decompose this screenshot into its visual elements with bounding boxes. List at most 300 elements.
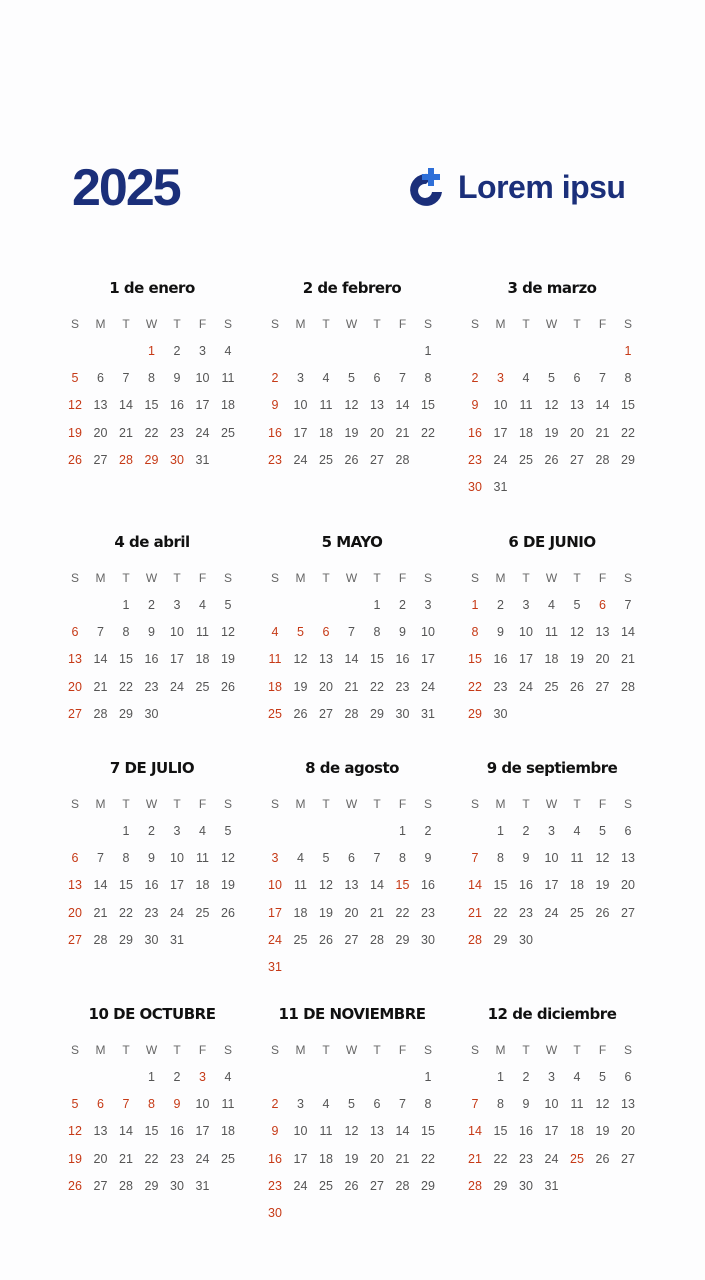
day-cell: 12 (344, 398, 359, 413)
day-cell: 2 (271, 371, 279, 386)
day-cell: 3 (173, 824, 181, 838)
day-cell: 2 (173, 1070, 181, 1084)
day-cell: 9 (271, 1124, 279, 1139)
day-cell: 25 (519, 452, 533, 467)
day-cell: 13 (595, 625, 610, 640)
day-cell: 23 (519, 905, 533, 920)
day-cell: 12 (344, 1124, 359, 1139)
weekday-header: S (70, 797, 79, 811)
day-cell: 20 (621, 878, 635, 893)
day-cell: 26 (68, 1178, 82, 1193)
day-cell: 6 (71, 851, 79, 866)
day-cell: 20 (93, 425, 108, 440)
day-cell: 29 (493, 1178, 508, 1193)
day-cell: 14 (93, 878, 108, 893)
weekday-header: W (345, 797, 358, 811)
day-cell: 14 (595, 398, 610, 413)
day-cell: 2 (522, 824, 530, 838)
day-cell: 23 (144, 679, 159, 694)
day-cell: 8 (424, 1097, 432, 1112)
day-cell: 21 (621, 652, 635, 667)
weekday-header: W (345, 1043, 358, 1057)
day-cell: 8 (624, 371, 632, 386)
day-cell: 29 (421, 1178, 435, 1193)
day-cell: 20 (570, 425, 584, 440)
day-cell: 2 (497, 598, 504, 612)
day-cell: 3 (424, 598, 432, 612)
day-cell: 27 (319, 706, 333, 721)
day-cell: 24 (268, 932, 282, 947)
day-cell: 23 (421, 905, 435, 920)
weekday-header: T (573, 317, 581, 331)
day-cell: 2 (148, 598, 155, 612)
day-cell: 16 (421, 878, 435, 893)
day-cell: 3 (522, 598, 530, 612)
day-cell: 1 (122, 598, 130, 612)
day-cell: 21 (370, 905, 384, 920)
day-cell: 12 (544, 398, 559, 413)
day-cell: 17 (195, 1124, 210, 1139)
day-cell: 18 (544, 652, 559, 667)
day-cell: 29 (395, 932, 410, 947)
day-cell: 4 (573, 824, 581, 838)
day-cell: 1 (471, 598, 479, 612)
day-cell: 25 (195, 905, 210, 920)
day-cell: 1 (497, 1070, 504, 1084)
day-cell: 11 (196, 625, 209, 640)
day-cell: 23 (170, 1151, 184, 1166)
day-cell: 1 (424, 344, 432, 358)
day-cell: 8 (148, 371, 155, 386)
weekday-header: S (423, 797, 432, 811)
day-cell: 1 (148, 1070, 155, 1084)
day-cell: 24 (519, 679, 533, 694)
day-cell: 9 (424, 851, 432, 866)
weekday-header: S (470, 317, 479, 331)
day-cell: 2 (399, 598, 406, 612)
day-cell: 14 (468, 1124, 482, 1139)
logo-text: Lorem ipsu (458, 168, 626, 205)
day-cell: 24 (195, 425, 210, 440)
day-cell: 23 (493, 679, 508, 694)
weekday-header: T (122, 317, 130, 331)
day-cell: 13 (93, 398, 108, 413)
day-cell: 10 (493, 398, 508, 413)
weekday-header: F (598, 571, 607, 585)
weekday-header: W (345, 571, 358, 585)
day-cell: 14 (119, 1124, 133, 1139)
day-cell: 19 (595, 878, 610, 893)
weekday-header: S (423, 317, 432, 331)
day-cell: 24 (195, 1151, 210, 1166)
day-cell: 19 (319, 905, 333, 920)
weekday-header: S (423, 1043, 432, 1057)
day-cell: 7 (122, 371, 130, 386)
day-cell: 23 (268, 452, 282, 467)
month-title: 11 DE NOVIEMBRE (278, 1005, 426, 1023)
day-cell: 8 (122, 851, 130, 866)
weekday-header: W (545, 571, 558, 585)
month-title: 8 de agosto (305, 759, 399, 777)
day-cell: 18 (221, 1124, 235, 1139)
day-cell: 15 (144, 1124, 159, 1139)
day-cell: 9 (148, 625, 155, 640)
day-cell: 17 (519, 652, 533, 667)
day-cell: 31 (544, 1178, 559, 1193)
day-cell: 19 (221, 878, 235, 893)
weekday-header: F (198, 797, 207, 811)
day-cell: 17 (170, 878, 184, 893)
day-cell: 18 (293, 905, 308, 920)
day-cell: 27 (621, 1151, 635, 1166)
day-cell: 16 (395, 652, 410, 667)
day-cell: 10 (519, 625, 533, 640)
weekday-header: F (398, 1043, 407, 1057)
day-cell: 8 (148, 1097, 155, 1112)
day-cell: 29 (621, 452, 635, 467)
day-cell: 11 (570, 1097, 584, 1112)
day-cell: 6 (599, 598, 606, 612)
month-title: 5 MAYO (321, 533, 383, 551)
day-cell: 24 (293, 452, 308, 467)
day-cell: 13 (370, 1124, 384, 1139)
day-cell: 22 (621, 425, 635, 440)
day-cell: 13 (68, 652, 82, 667)
day-cell: 21 (395, 1151, 410, 1166)
weekday-header: F (398, 317, 407, 331)
day-cell: 25 (268, 706, 282, 721)
day-cell: 3 (297, 371, 304, 386)
day-cell: 29 (144, 452, 159, 467)
day-cell: 1 (373, 598, 381, 612)
day-cell: 4 (322, 1097, 330, 1112)
day-cell: 15 (493, 1124, 508, 1139)
day-cell: 2 (148, 824, 155, 838)
day-cell: 25 (293, 932, 308, 947)
weekday-header: S (623, 797, 632, 811)
weekday-header: S (470, 1043, 479, 1057)
weekday-header: W (145, 797, 158, 811)
day-cell: 20 (370, 425, 384, 440)
weekday-header: T (373, 797, 381, 811)
day-cell: 7 (624, 598, 632, 612)
day-cell: 28 (621, 679, 635, 694)
day-cell: 25 (570, 1151, 584, 1166)
day-cell: 23 (519, 1151, 533, 1166)
weekday-header: F (598, 317, 607, 331)
weekday-header: S (470, 571, 479, 585)
day-cell: 20 (93, 1151, 108, 1166)
day-cell: 10 (170, 851, 184, 866)
day-cell: 26 (344, 1178, 359, 1193)
day-cell: 31 (195, 452, 210, 467)
day-cell: 29 (119, 706, 133, 721)
day-cell: 18 (319, 1151, 333, 1166)
day-cell: 10 (293, 1124, 308, 1139)
day-cell: 31 (170, 932, 184, 947)
day-cell: 20 (595, 652, 610, 667)
day-cell: 10 (544, 1097, 559, 1112)
day-cell: 31 (493, 480, 508, 494)
day-cell: 6 (624, 824, 632, 838)
day-cell: 7 (373, 851, 381, 866)
day-cell: 15 (144, 398, 159, 413)
day-cell: 20 (344, 905, 359, 920)
day-cell: 25 (319, 452, 333, 467)
month-title: 6 DE JUNIO (508, 533, 596, 551)
day-cell: 5 (224, 598, 232, 612)
day-cell: 8 (122, 625, 130, 640)
day-cell: 8 (373, 625, 381, 640)
day-cell: 30 (519, 932, 533, 947)
weekday-header: M (295, 571, 306, 585)
weekday-header: T (522, 571, 530, 585)
month-title: 4 de abril (114, 533, 190, 551)
day-cell: 13 (621, 851, 635, 866)
day-cell: 14 (93, 652, 108, 667)
day-cell: 16 (170, 1124, 184, 1139)
day-cell: 20 (370, 1151, 384, 1166)
weekday-header: M (295, 317, 306, 331)
day-cell: 12 (221, 851, 235, 866)
day-cell: 5 (297, 625, 304, 640)
weekday-header: S (223, 571, 232, 585)
day-cell: 22 (493, 905, 508, 920)
day-cell: 18 (268, 679, 282, 694)
day-cell: 26 (344, 452, 359, 467)
weekday-header: T (522, 1043, 530, 1057)
weekday-header: T (173, 1043, 181, 1057)
day-cell: 27 (595, 679, 610, 694)
day-cell: 21 (119, 1151, 133, 1166)
day-cell: 23 (170, 425, 184, 440)
day-cell: 18 (319, 425, 333, 440)
month-block (62, 1005, 242, 1193)
day-cell: 16 (519, 1124, 533, 1139)
day-cell: 11 (519, 398, 533, 413)
day-cell: 6 (624, 1070, 632, 1084)
day-cell: 16 (468, 425, 482, 440)
day-cell: 1 (399, 824, 406, 838)
day-cell: 4 (522, 371, 530, 386)
weekday-header: S (623, 571, 632, 585)
weekday-header: F (198, 317, 207, 331)
month-title: 9 de septiembre (486, 759, 618, 777)
day-cell: 4 (297, 851, 304, 866)
day-cell: 10 (421, 625, 435, 640)
day-cell: 3 (548, 1070, 555, 1084)
weekday-header: S (270, 317, 279, 331)
day-cell: 26 (544, 452, 559, 467)
day-cell: 20 (621, 1124, 635, 1139)
day-cell: 13 (93, 1124, 108, 1139)
day-cell: 11 (545, 625, 558, 640)
day-cell: 7 (599, 371, 606, 386)
day-cell: 19 (595, 1124, 610, 1139)
day-cell: 3 (497, 371, 504, 386)
day-cell: 26 (293, 706, 308, 721)
day-cell: 15 (468, 652, 482, 667)
weekday-header: M (95, 571, 106, 585)
day-cell: 26 (221, 905, 235, 920)
day-cell: 28 (595, 452, 610, 467)
day-cell: 25 (221, 425, 235, 440)
day-cell: 18 (195, 652, 210, 667)
day-cell: 6 (97, 1097, 104, 1112)
day-cell: 17 (195, 398, 210, 413)
month-title: 1 de enero (109, 279, 195, 297)
month-block (462, 533, 642, 721)
day-cell: 22 (493, 1151, 508, 1166)
day-cell: 9 (399, 625, 406, 640)
weekday-header: M (95, 1043, 106, 1057)
day-cell: 30 (144, 932, 159, 947)
day-cell: 4 (322, 371, 330, 386)
day-cell: 16 (144, 878, 159, 893)
weekday-header: F (598, 797, 607, 811)
weekday-header: W (345, 317, 358, 331)
day-cell: 12 (293, 652, 308, 667)
day-cell: 25 (544, 679, 559, 694)
day-cell: 12 (68, 398, 82, 413)
weekday-header: T (373, 1043, 381, 1057)
day-cell: 17 (544, 878, 559, 893)
weekday-header: T (573, 797, 581, 811)
day-cell: 21 (93, 905, 108, 920)
day-cell: 24 (544, 905, 559, 920)
day-cell: 7 (471, 851, 479, 866)
weekday-header: M (495, 1043, 506, 1057)
weekday-header: M (495, 317, 506, 331)
day-cell: 27 (370, 452, 384, 467)
day-cell: 9 (148, 851, 155, 866)
day-cell: 17 (268, 905, 282, 920)
day-cell: 26 (68, 452, 82, 467)
day-cell: 22 (468, 679, 482, 694)
month-block (262, 279, 442, 467)
day-cell: 8 (424, 371, 432, 386)
day-cell: 22 (119, 679, 133, 694)
day-cell: 28 (395, 1178, 410, 1193)
day-cell: 6 (573, 371, 581, 386)
day-cell: 11 (319, 398, 333, 413)
month-title: 3 de marzo (507, 279, 597, 297)
day-cell: 15 (370, 652, 384, 667)
day-cell: 20 (68, 905, 82, 920)
day-cell: 9 (173, 371, 181, 386)
day-cell: 3 (297, 1097, 304, 1112)
logo-icon (404, 164, 450, 210)
day-cell: 22 (370, 679, 384, 694)
day-cell: 21 (93, 679, 108, 694)
day-cell: 5 (599, 824, 606, 838)
weekday-header: S (223, 1043, 232, 1057)
day-cell: 5 (348, 371, 355, 386)
day-cell: 12 (68, 1124, 82, 1139)
weekday-header: S (70, 571, 79, 585)
day-cell: 21 (344, 679, 359, 694)
weekday-header: T (522, 797, 530, 811)
day-cell: 30 (268, 1206, 282, 1220)
weekday-header: F (598, 1043, 607, 1057)
day-cell: 13 (621, 1097, 635, 1112)
day-cell: 13 (370, 398, 384, 413)
month-block (62, 279, 242, 467)
month-block (262, 759, 442, 974)
weekday-header: T (573, 571, 581, 585)
day-cell: 19 (293, 679, 308, 694)
weekday-header: S (223, 317, 232, 331)
day-cell: 11 (570, 851, 584, 866)
day-cell: 21 (468, 905, 482, 920)
day-cell: 30 (493, 706, 508, 721)
day-cell: 30 (170, 452, 184, 467)
day-cell: 7 (471, 1097, 479, 1112)
day-cell: 17 (170, 652, 184, 667)
day-cell: 6 (348, 851, 355, 866)
weekday-header: W (545, 317, 558, 331)
weekday-header: S (623, 317, 632, 331)
month-block (262, 533, 442, 721)
weekday-header: M (495, 797, 506, 811)
day-cell: 29 (144, 1178, 159, 1193)
day-cell: 19 (570, 652, 584, 667)
day-cell: 22 (119, 905, 133, 920)
day-cell: 13 (68, 878, 82, 893)
weekday-header: F (198, 571, 207, 585)
day-cell: 16 (170, 398, 184, 413)
day-cell: 4 (199, 824, 206, 838)
day-cell: 23 (144, 905, 159, 920)
day-cell: 30 (468, 480, 482, 494)
weekday-header: M (495, 571, 506, 585)
day-cell: 9 (522, 851, 530, 866)
day-cell: 5 (599, 1070, 606, 1084)
day-cell: 6 (322, 625, 330, 640)
month-block (62, 533, 242, 721)
day-cell: 5 (71, 1097, 79, 1112)
day-cell: 31 (421, 706, 435, 721)
day-cell: 9 (173, 1097, 181, 1112)
brand-logo (404, 164, 625, 210)
weekday-header: S (423, 571, 432, 585)
day-cell: 12 (570, 625, 584, 640)
month-block (462, 279, 642, 494)
day-cell: 28 (344, 706, 359, 721)
day-cell: 15 (621, 398, 635, 413)
weekday-header: T (322, 571, 330, 585)
weekday-header: W (545, 1043, 558, 1057)
day-cell: 3 (199, 344, 206, 358)
day-cell: 11 (221, 1097, 235, 1112)
day-cell: 4 (548, 598, 555, 612)
day-cell: 14 (119, 398, 133, 413)
day-cell: 14 (395, 1124, 410, 1139)
day-cell: 10 (195, 1097, 210, 1112)
day-cell: 5 (224, 824, 232, 838)
day-cell: 1 (122, 824, 130, 838)
day-cell: 15 (493, 878, 508, 893)
weekday-header: F (398, 797, 407, 811)
day-cell: 26 (570, 679, 584, 694)
day-cell: 30 (421, 932, 435, 947)
day-cell: 25 (195, 679, 210, 694)
day-cell: 27 (344, 932, 359, 947)
weekday-header: T (173, 571, 181, 585)
day-cell: 24 (293, 1178, 308, 1193)
weekday-header: M (295, 797, 306, 811)
day-cell: 2 (522, 1070, 530, 1084)
